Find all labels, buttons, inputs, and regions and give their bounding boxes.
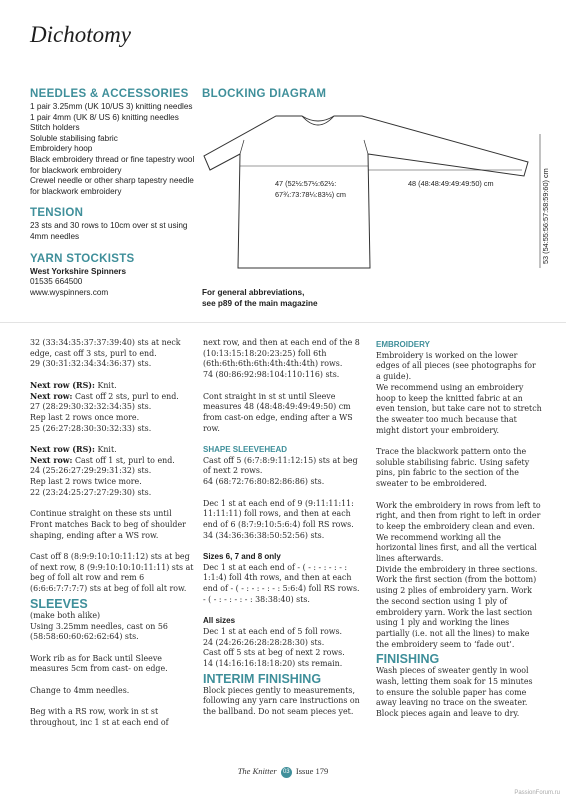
paragraph: Dec 1 st at each end of 9 (9:11:11:11: 11:11:11) foll rows, and then at each end of 6 (8:7:9:10:5:6:4) foll RS rows. [203,498,354,529]
row-instruction: Next row: Cast off 2 sts, purl to end. [30,391,179,401]
magazine-name: The Knitter [237,766,277,776]
paragraph: Trace the blackwork pattern onto the soluble stabilising fabric. Using safety pins, pin fabric to the section of the sweater to be embroidered. [376,447,530,489]
paragraph: Cont straight in st st until Sleeve measures 48 (48:48:49:49:49:50) cm from cast-on edge, ending after a WS row. [203,391,353,433]
paragraph: Beg with a RS row, work in st st throughout, inc 1 st at each end of [30,707,169,727]
sleeves-heading: SLEEVES [30,596,88,611]
embroidery-heading: EMBROIDERY [376,340,430,349]
stitch-count: 29 (30:31:32:34:34:36:37) sts. [30,359,152,369]
row-instruction: Next row: Cast off 1 st, purl to end. [30,455,175,465]
stitch-count: 24 (25:26:27:29:29:31:32) sts. [30,466,152,476]
stitch-count: - ( - : - : - : - : 38:38:40) sts. [203,594,310,604]
needles-line: 1 pair 3.25mm (UK 10/US 3) knitting needles [30,102,193,111]
paragraph: 32 (33:34:35:37:37:39:40) sts at neck edge, cast off 3 sts, purl to end. [30,338,181,358]
tension-text: 23 sts and 30 rows to 10cm over st st using 4mm needles [30,221,188,241]
needles-section [30,88,200,197]
stitch-count: 34 (34:36:36:38:50:52:56) sts. [203,530,325,540]
interim-finishing-heading: INTERIM FINISHING [203,671,322,686]
materials-column [30,88,200,308]
stitch-count: 25 (26:27:28:30:30:32:33) sts. [30,423,152,433]
shape-sleevehead-heading: SHAPE SLEEVEHEAD [203,445,288,454]
tension-section [30,207,200,242]
sleeve-label: 48 (48:48:49:49:49:50) cm [408,179,494,188]
sleeves-subheading: (make both alike) [30,610,101,620]
paragraph: Wash pieces of sweater gently in wool wash, letting them soak for 15 minutes to ensure the soluble paper has come away leaving no trace on the sweater. Block pieces again and leave to dry. [376,666,533,719]
paragraph: Embroidery is worked on the lower edges of all pieces (see photographs for a guide). [376,350,536,382]
sweater-schematic [202,104,552,294]
paragraph: Block pieces gently to measurements, following any yarn care instructions on the ballband. Do not seam pieces yet. [203,685,360,717]
section-divider [0,322,566,323]
blocking-diagram [202,88,552,298]
stitch-count: 14 (14:16:16:18:18:20) sts remain. [203,659,343,669]
stitch-count: 24 (24:26:26:28:28:28:30) sts. [203,637,325,647]
issue-number: Issue 179 [295,766,329,776]
pattern-column-3 [376,338,542,720]
paragraph: Dec 1 st at each end of - ( - : - : - : - : 1:1:4) foll 4th rows, and then at each end of - ( - : - : - : - : 5:6:4) foll RS rows. [203,562,360,594]
needles-line: Stitch holders [30,123,80,133]
abbreviations-line: see p89 of the main magazine [202,298,318,308]
paragraph: Work rib as for Back until Sleeve measures 5cm from cast- on edge. [30,653,168,674]
paragraph: Work the embroidery in rows from left to right, and then from right to left in order to keep the embroidery clean and even. We recommend working all the horizontal lines first, and all the vertical lines afterwards. [376,500,541,564]
paragraph: Dec 1 st at each end of 5 foll rows. [203,626,343,636]
yarn-section [30,253,200,299]
row-instruction: Next row (RS): Knit. [30,445,117,454]
yarn-stockist-name: West Yorkshire Spinners [30,266,127,276]
paragraph: Continue straight on these sts until Front matches Back to beg of shoulder shaping, ending after a WS row. [30,509,186,540]
paragraph: Cast off 8 (8:9:9:10:10:11:12) sts at beg of next row, 8 (9:9:10:10:10:11:11) sts at beg of foll alt row and rem 6 (6:6:6:7:7:7:7) sts at beg of foll alt row. [30,552,194,594]
yarn-heading: YARN STOCKISTS [30,252,135,265]
stitch-count: 22 (23:24:25:27:27:29:30) sts. [30,487,152,497]
diagram-heading: BLOCKING DIAGRAM [202,88,327,100]
abbreviations-line: For general abbreviations, [202,288,305,297]
pattern-column-2 [203,338,367,718]
sizes-subheading: Sizes 6, 7 and 8 only [203,552,281,561]
chest-label-2: 67¾:73:78¼:83½) cm [275,190,346,199]
finishing-heading: FINISHING [376,652,440,667]
yarn-stockist-phone: 01535 664500 [30,277,83,287]
needles-heading: NEEDLES & ACCESSORIES [30,88,189,100]
stitch-count: 64 (68:72:76:80:82:86:86) sts. [203,477,325,487]
page-badge: 03 [281,767,292,778]
needles-line: Black embroidery thread or fine tapestry wool for blackwork embroidery [30,154,195,175]
chest-label-1: 47 (52½:57½:62½: [275,179,337,188]
pattern-column-1 [30,338,194,729]
paragraph: next row, and then at each end of the 8 (10:13:15:18:20:23:25) foll 6th (6th:6th:6th:6th:4th:4th:4th) rows. [203,338,360,369]
sweater-outline [204,116,528,268]
needles-line: Embroidery hoop [30,144,93,154]
pattern-header-panel [0,80,566,322]
needles-line: Soluble stabilising fabric [30,133,118,143]
row-instruction: Next row (RS): Knit. [30,380,117,390]
abbreviations-note [202,288,318,309]
page-footer [0,766,566,778]
paragraph: Cast off 5 (6:7:8:9:11:12:15) sts at beg of next 2 rows. [203,455,358,476]
needles-list [30,102,200,197]
page-title: Dichotomy [30,22,131,47]
needles-line: Crewel needle or other sharp tapestry needle for blackwork embroidery [30,176,194,196]
needles-line: 1 pair 4mm (UK 8/ US 6) knitting needles [30,112,179,122]
paragraph: We recommend using an embroidery hoop to keep the knitted fabric at an even tension, but take care not to stretch the sweater too much because that might distort your embroidery. [376,382,542,435]
paragraph: Rep last 2 rows twice more. [30,477,142,487]
tension-heading: TENSION [30,207,84,220]
source-watermark: PassionForum.ru [514,790,560,796]
paragraph: Using 3.25mm needles, cast on 56 (58:58:60:60:62:62:64) sts. [30,621,168,642]
stitch-count: 74 (80:86:92:98:104:110:116) sts. [203,370,340,380]
paragraph: Cast off 5 sts at beg of next 2 rows. [203,648,345,658]
paragraph: Divide the embroidery in three sections. Work the first section (from the bottom) using 2 plies of embroidery yarn. Work the second section using 1 ply of embroidery yarn. Work the last section using 1 ply and working the lines partially (i.e. not all the lines) to make the embroidery seem to ‘fade out’. [376,564,538,649]
paragraph: Rep last 2 rows once more. [30,412,140,422]
length-label: 53 (54:55:56:57:58:59:60) cm [541,168,550,264]
yarn-stockist-web[interactable]: www.wyspinners.com [30,287,109,297]
paragraph: Change to 4mm needles. [30,685,130,695]
stitch-count: 27 (28:29:30:32:32:34:35) sts. [30,402,152,412]
all-sizes-subheading: All sizes [203,616,236,626]
